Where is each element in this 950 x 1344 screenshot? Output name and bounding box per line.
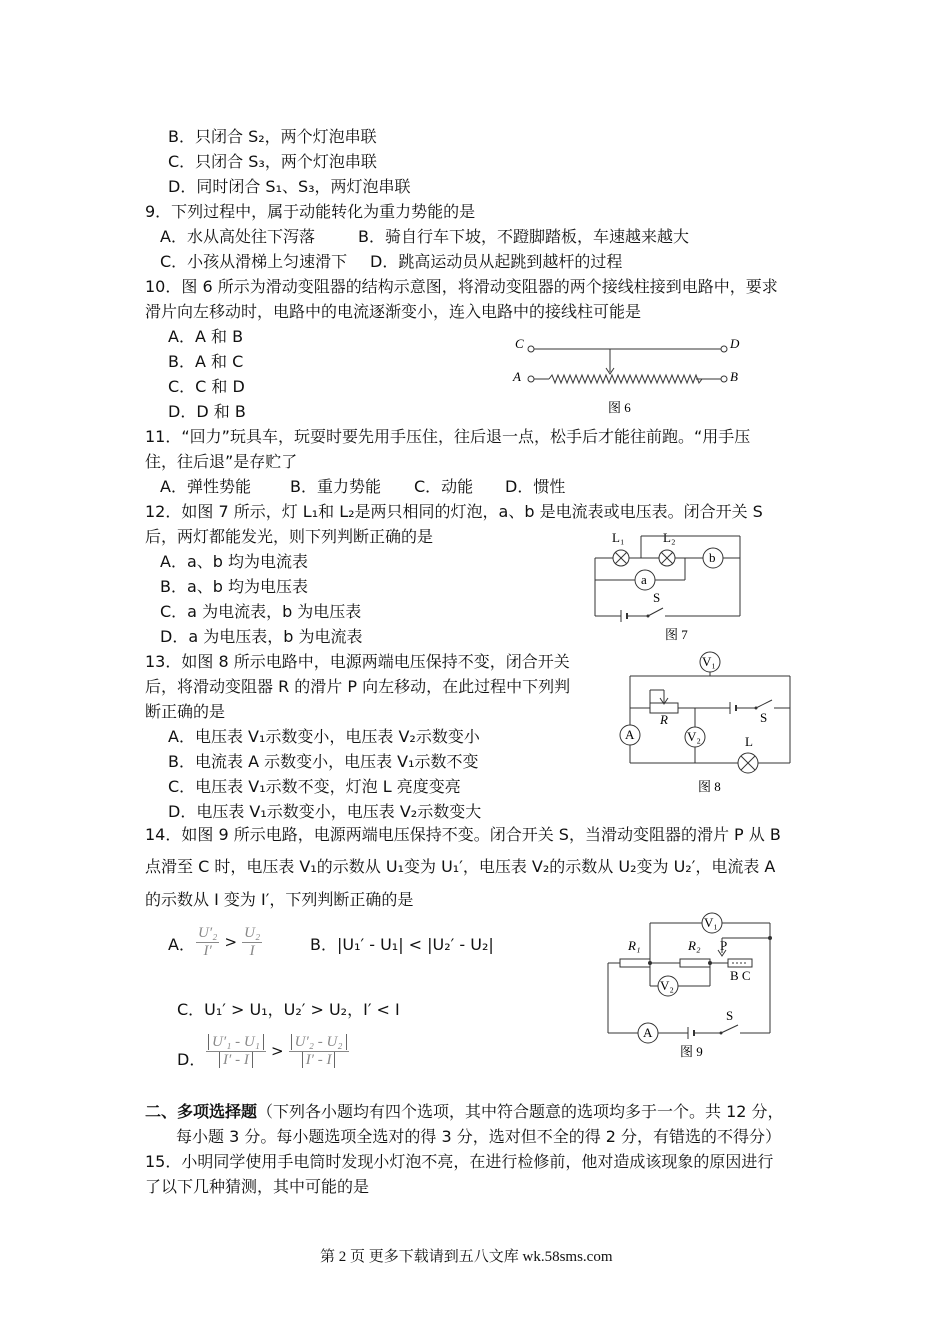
fig8-label-v2: V₂ — [687, 729, 701, 744]
q13-stem-line3: 断正确的是 — [145, 702, 226, 721]
q11-option-c: C．动能 — [414, 477, 474, 496]
fig9-label-s: S — [726, 1008, 734, 1023]
fig8-label-l: L — [745, 734, 753, 749]
switch-icon — [721, 1025, 738, 1033]
q12-option-b: B．a、b 均为电压表 — [160, 577, 309, 596]
fig6-label-c: C — [515, 336, 524, 351]
q8-option-d: D．同时闭合 S₁、S₃，两灯泡串联 — [168, 177, 411, 196]
q14-option-a-formula: $\frac{\text{U′₂}}{I'}$ > $\frac{\text{U₂}}{I}$ — [198, 925, 261, 959]
q13-option-c: C．电压表 V₁示数不变，灯泡 L 亮度变亮 — [168, 777, 461, 796]
fig6-label-b: B — [730, 369, 738, 384]
fig7-label-l1: L₁ — [612, 530, 625, 545]
fig8-caption: 图 8 — [698, 779, 721, 794]
q10-option-c: C．C 和 D — [168, 377, 245, 396]
switch-icon — [756, 700, 772, 708]
q13-stem-line1: 13．如图 8 所示电路中，电源两端电压保持不变，闭合开关 — [145, 652, 570, 671]
fig6-label-a: A — [513, 369, 521, 384]
fig6-caption: 图 6 — [608, 400, 631, 415]
fig9-caption: 图 9 — [680, 1044, 703, 1059]
fig9-label-p: P — [720, 938, 728, 953]
q14-stem-line1: 14．如图 9 所示电路，电源两端电压保持不变。闭合开关 S，当滑动变阻器的滑片 P 从 B — [145, 825, 781, 844]
q10-stem-line1: 10．图 6 所示为滑动变阻器的结构示意图，将滑动变阻器的两个接线柱接到电路中，要求 — [145, 277, 778, 296]
q9-option-b: B．骑自行车下坡，不蹬脚踏板，车速越来越大 — [358, 227, 689, 246]
q11-option-b: B．重力势能 — [290, 477, 381, 496]
q10-option-d: D．D 和 B — [168, 402, 246, 421]
figure-7-circuit — [585, 528, 755, 646]
figure-8-circuit — [610, 648, 800, 796]
q15-stem-line1: 15．小明同学使用手电筒时发现小灯泡不亮，在进行检修前，他对造成该现象的原因进行 — [145, 1152, 774, 1171]
q9-stem: 9．下列过程中，属于动能转化为重力势能的是 — [145, 202, 476, 221]
fig9-label-a: A — [643, 1025, 653, 1040]
q14-option-a-label: A． — [168, 935, 195, 954]
q8-option-b: B．只闭合 S₂，两个灯泡串联 — [168, 127, 377, 146]
q15-stem-line2: 了以下几种猜测，其中可能的是 — [145, 1177, 370, 1196]
q12-stem-line2: 后，两灯都能发光，则下列判断正确的是 — [145, 527, 434, 546]
section2-note-line2: 每小题 3 分。每小题选项全选对的得 3 分，选对但不全的得 2 分，有错选的不得分） — [176, 1127, 782, 1146]
resistor-r2-icon — [680, 959, 710, 967]
q9-option-d: D．跳高运动员从起跳到越杆的过程 — [370, 252, 623, 271]
fig7-caption: 图 7 — [665, 627, 688, 642]
q13-option-b: B．电流表 A 示数变小，电压表 V₁示数不变 — [168, 752, 479, 771]
q11-option-a: A．弹性势能 — [160, 477, 251, 496]
q12-option-a: A．a、b 均为电流表 — [160, 552, 308, 571]
q9-option-a: A．水从高处往下泻落 — [160, 227, 315, 246]
q11-stem-line2: 住，往后退”是存贮了 — [145, 452, 298, 471]
q8-option-c: C．只闭合 S₃，两个灯泡串联 — [168, 152, 377, 171]
q9-option-c: C．小孩从滑梯上匀速滑下 — [160, 252, 348, 271]
switch-icon — [648, 608, 663, 616]
fig8-label-s: S — [760, 710, 768, 725]
q12-option-d: D．a 为电压表，b 为电流表 — [160, 627, 363, 646]
section2-title-text: 二、多项选择题 — [145, 1102, 258, 1121]
section2-note-line1: （下列各小题均有四个选项，其中符合题意的选项均多于一个。共 12 分， — [257, 1102, 784, 1121]
q14-stem-line3: 的示数从 I 变为 I′，下列判断正确的是 — [145, 890, 414, 909]
fig7-label-l2: L₂ — [663, 530, 676, 545]
fig8-label-v1: V₁ — [702, 654, 716, 669]
fig9-label-bc: B C — [730, 968, 751, 983]
section2-title — [145, 1102, 784, 1122]
figure-9-circuit — [600, 908, 790, 1066]
fig9-label-r2: R₂ — [688, 938, 701, 953]
fig6-label-d: D — [730, 336, 740, 351]
q11-option-d: D．惯性 — [505, 477, 566, 496]
q10-option-a: A．A 和 B — [168, 327, 244, 346]
fig8-label-a: A — [625, 727, 635, 742]
q13-stem-line2: 后，将滑动变阻器 R 的滑片 P 向左移动，在此过程中下列判 — [145, 677, 571, 696]
q14-option-c: C．U₁′ > U₁，U₂′ > U₂，I′ < I — [177, 1000, 400, 1019]
q10-stem-line2: 滑片向左移动时，电路中的电流逐渐变小，连入电路中的接线柱可能是 — [145, 302, 642, 321]
page-footer: 第 2 页 更多下载请到五八文库 wk.58sms.com — [320, 1249, 613, 1265]
q13-option-a: A．电压表 V₁示数变小，电压表 V₂示数变小 — [168, 727, 480, 746]
q14-stem-line2: 点滑至 C 时，电压表 V₁的示数从 U₁变为 U₁′，电压表 V₂的示数从 U₂变为 U₂′，电流表 A — [145, 857, 776, 876]
q14-option-b: B．|U₁′ - U₁| < |U₂′ - U₂| — [310, 935, 494, 954]
q14-option-d-label: D． — [177, 1050, 206, 1069]
fig7-label-s: S — [653, 590, 661, 605]
q12-option-c: C．a 为电流表，b 为电压表 — [160, 602, 362, 621]
fig9-label-r1: R₁ — [628, 938, 641, 953]
q13-option-d: D．电压表 V₁示数变小，电压表 V₂示数变大 — [168, 802, 482, 821]
resistor-r1-icon — [620, 959, 650, 967]
q11-stem-line1: 11．“回力”玩具车，玩耍时要先用手压住，往后退一点，松手后才能往前跑。“用手压 — [145, 427, 751, 446]
q10-option-b: B．A 和 C — [168, 352, 244, 371]
fig7-label-a: a — [641, 572, 647, 587]
fig9-label-v1: V₁ — [704, 915, 718, 930]
q12-stem-line1: 12．如图 7 所示，灯 L₁和 L₂是两只相同的灯泡，a、b 是电流表或电压表。闭合开关 S — [145, 502, 763, 521]
figure-6-rheostat — [505, 330, 755, 420]
fig8-label-r: R — [660, 712, 668, 727]
fig7-label-b: b — [709, 550, 716, 565]
q14-option-d-formula: $\frac{\text{U′₁ - U₁}}{I' - I}$ > $\frac{\text{U′₂ - U₂}}{I' - I}$ — [206, 1034, 349, 1069]
fig9-label-v2: V₂ — [660, 978, 674, 993]
